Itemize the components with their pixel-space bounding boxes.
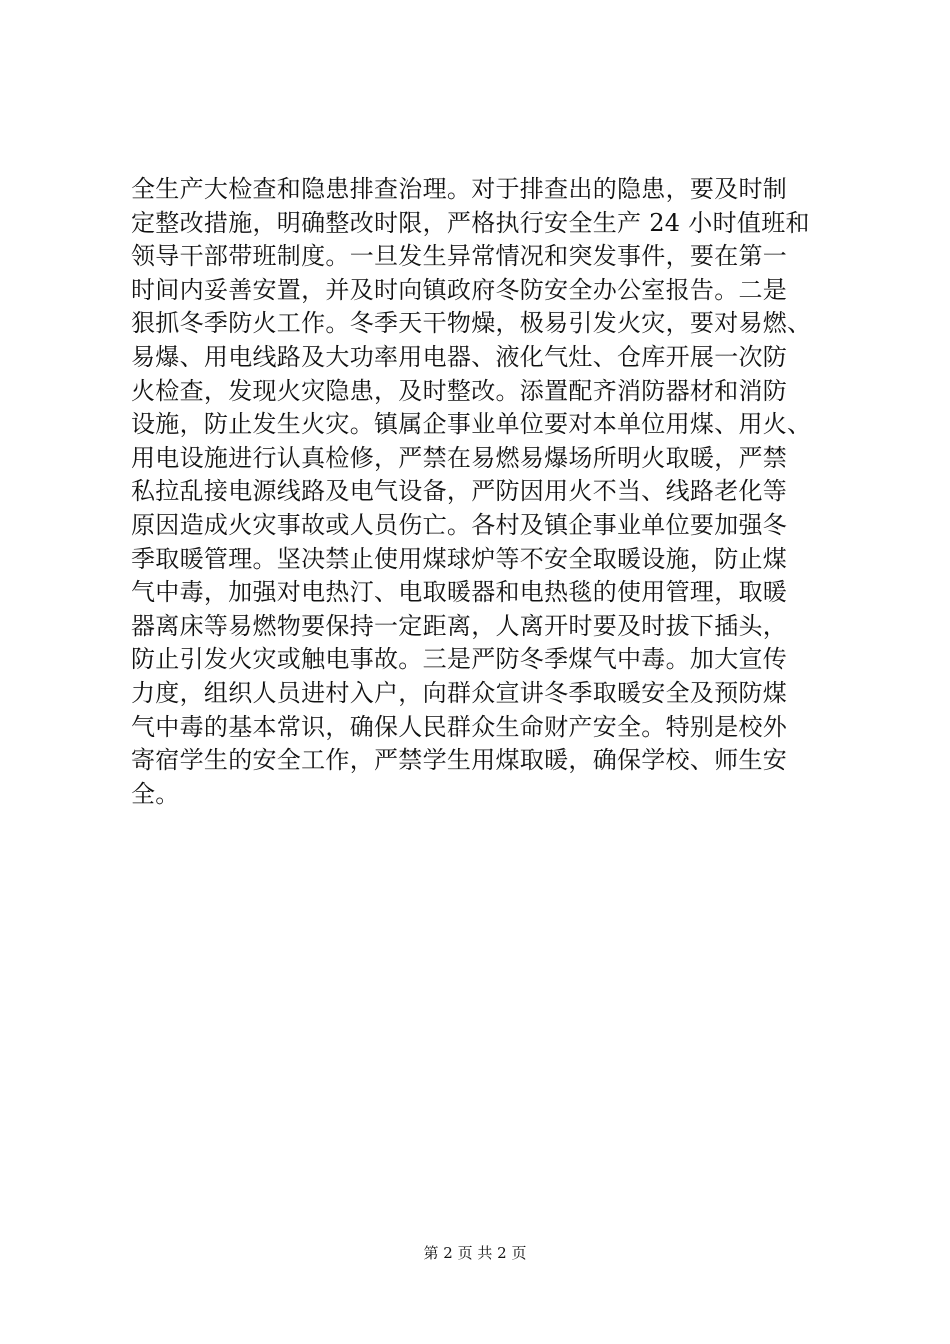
text-line: 时间内妥善安置，并及时向镇政府冬防安全办公室报告。二是 [131,275,788,304]
text-line: 狠抓冬季防火工作。冬季天干物燥，极易引发火灾，要对易燃、 [131,309,812,338]
text-line: 气中毒，加强对电热汀、电取暖器和电热毯的使用管理，取暖 [131,578,788,607]
text-line: 原因造成火灾事故或人员伤亡。各村及镇企事业单位要加强冬 [131,510,788,539]
text-line: 防止引发火灾或触电事故。三是严防冬季煤气中毒。加大宣传 [131,645,788,674]
text-line: 气中毒的基本常识，确保人民群众生命财产安全。特别是校外 [131,712,788,741]
text-line: 器离床等易燃物要保持一定距离，人离开时要及时拔下插头， [131,611,788,640]
text-line: 领导干部带班制度。一旦发生异常情况和突发事件，要在第一 [131,242,788,271]
text-line: 设施，防止发生火灾。镇属企事业单位要对本单位用煤、用火、 [131,410,812,439]
page-number-label: 第 2 页 共 2 页 [423,1244,527,1262]
text-line: 易爆、用电线路及大功率用电器、液化气灶、仓库开展一次防 [131,342,788,371]
text-line: 全生产大检查和隐患排查治理。对于排查出的隐患，要及时制 [131,175,788,203]
text-line: 用电设施进行认真检修，严禁在易燃易爆场所明火取暖，严禁 [131,443,788,472]
text-line: 私拉乱接电源线路及电气设备，严防因用火不当、线路老化等 [131,477,788,506]
page-footer [0,1243,950,1263]
body-paragraph [131,173,851,811]
text-line: 季取暖管理。坚决禁止使用煤球炉等不安全取暖设施，防止煤 [131,544,788,573]
text-line: 力度，组织人员进村入户，向群众宣讲冬季取暖安全及预防煤 [131,678,788,707]
text-line: 寄宿学生的安全工作，严禁学生用煤取暖，确保学校、师生安 [131,746,788,775]
text-line: 火检查，发现火灾隐患，及时整改。添置配齐消防器材和消防 [131,376,788,405]
text-line: 全。 [131,779,180,808]
text-line: 定整改措施，明确整改时限，严格执行安全生产 24 小时值班和 [131,208,810,237]
